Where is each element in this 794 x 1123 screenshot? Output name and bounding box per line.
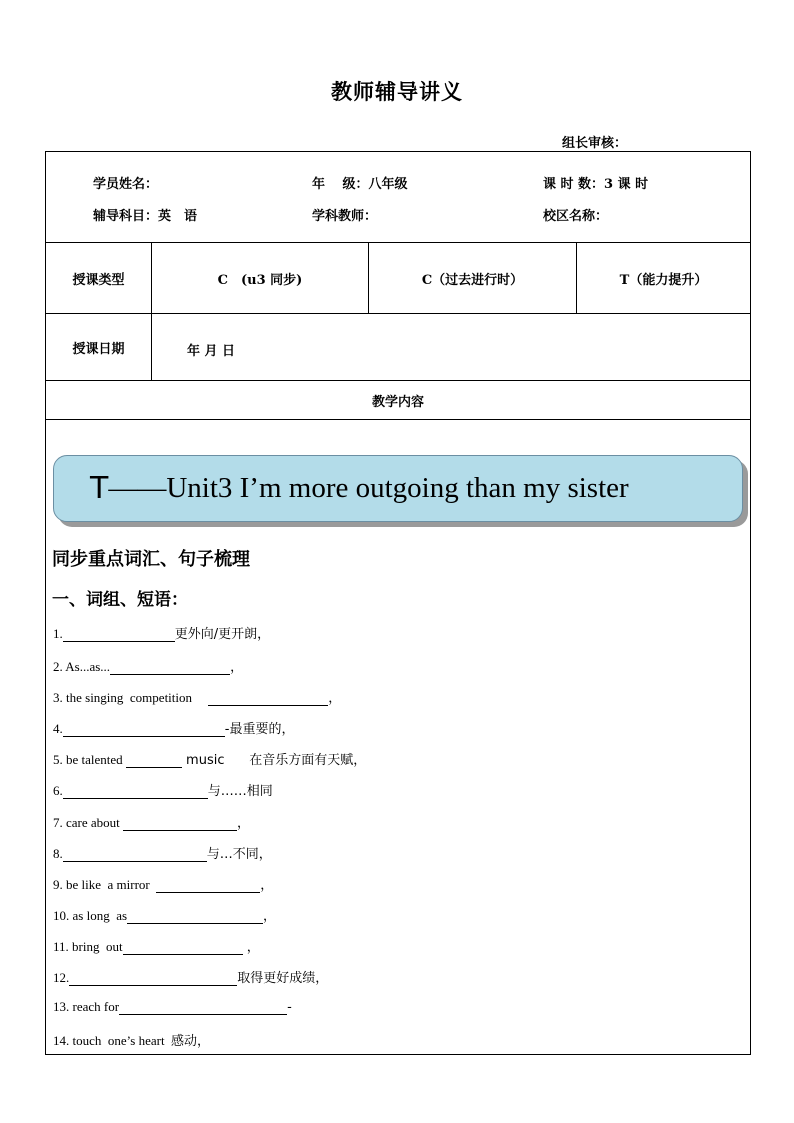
lesson-type-label: 授课类型 <box>72 272 125 288</box>
lesson-date-value: 年 月 日 <box>187 344 236 359</box>
item-suffix: - <box>287 1000 292 1015</box>
item-prefix: 1. <box>53 626 63 641</box>
item-prefix: 3. the singing competition <box>53 690 209 705</box>
item-prefix: 9. be like a mirror <box>53 877 157 892</box>
section-heading-phrases: 一、词组、短语： <box>52 590 188 610</box>
lesson-date-label: 授课日期 <box>72 341 125 357</box>
row-divider <box>46 313 750 314</box>
list-item <box>53 749 366 768</box>
list-item <box>53 1030 210 1049</box>
teacher-label: 学科教师： <box>312 209 378 224</box>
list-item <box>53 843 272 862</box>
item-prefix: 13. reach for <box>53 999 120 1014</box>
campus-label: 校区名称： <box>543 209 609 224</box>
list-item <box>53 812 250 831</box>
answer-blank <box>123 818 237 831</box>
answer-blank <box>63 786 208 799</box>
teaching-content-heading: 教学内容 <box>371 394 424 410</box>
answer-blank <box>127 911 263 924</box>
list-item <box>53 999 292 1015</box>
item-suffix: 与…不同， <box>206 847 272 862</box>
item-prefix: 4. <box>53 721 63 736</box>
subject-label: 辅导科目：英 语 <box>93 209 198 224</box>
list-item <box>53 905 276 924</box>
class-hours-label: 课 时 数：3 课 时 <box>543 177 649 192</box>
lesson-type-c1: C (u3 同步) <box>217 272 303 288</box>
item-prefix: 11. bring out <box>53 939 123 954</box>
reviewer-label: 组长审核： <box>562 136 628 151</box>
list-item <box>53 780 273 799</box>
row-divider <box>46 419 750 420</box>
answer-blank <box>63 629 175 642</box>
answer-blank <box>119 1002 287 1015</box>
lesson-type-c2: C（过去进行时） <box>421 272 524 288</box>
answer-blank <box>123 942 243 955</box>
student-name-label: 学员姓名： <box>93 177 159 192</box>
unit-title-banner <box>53 455 743 522</box>
lesson-type-t: T（能力提升） <box>619 272 708 288</box>
item-suffix: ， <box>230 660 244 675</box>
item-prefix: 5. be talented <box>53 752 126 767</box>
item-suffix: 取得更好成绩， <box>237 971 329 986</box>
list-item <box>53 656 243 675</box>
answer-blank <box>208 693 328 706</box>
document-title: 教师辅导讲义 <box>331 79 463 104</box>
grade-label: 年 级：八年级 <box>312 177 408 192</box>
item-suffix: -最重要的， <box>224 722 295 737</box>
section-heading-sync: 同步重点词汇、句子梳理 <box>52 549 250 570</box>
banner-title: ——Unit3 I’m more outgoing than my sister <box>108 472 629 504</box>
list-item <box>53 936 260 955</box>
list-item <box>53 967 328 986</box>
item-prefix: 8. <box>53 846 63 861</box>
item-suffix: ， <box>260 878 274 893</box>
answer-blank <box>126 755 182 768</box>
item-prefix: 2. As...as... <box>53 659 111 674</box>
item-prefix: 14. touch one’s heart 感动， <box>53 1033 211 1048</box>
answer-blank <box>156 880 260 893</box>
list-item <box>53 874 273 893</box>
answer-blank <box>63 724 225 737</box>
item-suffix: ， <box>328 691 342 706</box>
item-suffix: 与……相同 <box>207 784 273 799</box>
item-suffix: 更外向/更开朗， <box>174 627 271 642</box>
item-prefix: 7. care about <box>53 815 124 830</box>
answer-blank <box>69 973 237 986</box>
banner-prefix: T <box>90 471 109 506</box>
list-item <box>53 718 294 737</box>
item-suffix: ， <box>242 940 260 955</box>
item-suffix: ， <box>263 909 277 924</box>
item-prefix: 6. <box>53 783 63 798</box>
answer-blank <box>110 662 230 675</box>
list-item <box>53 623 270 642</box>
item-prefix: 12. <box>53 970 70 985</box>
list-item <box>53 687 341 706</box>
answer-blank <box>63 849 207 862</box>
lesson-table <box>45 151 751 1055</box>
item-suffix: ， <box>237 816 251 831</box>
item-suffix: music 在音乐方面有天赋， <box>181 753 367 768</box>
item-prefix: 10. as long as <box>53 908 128 923</box>
